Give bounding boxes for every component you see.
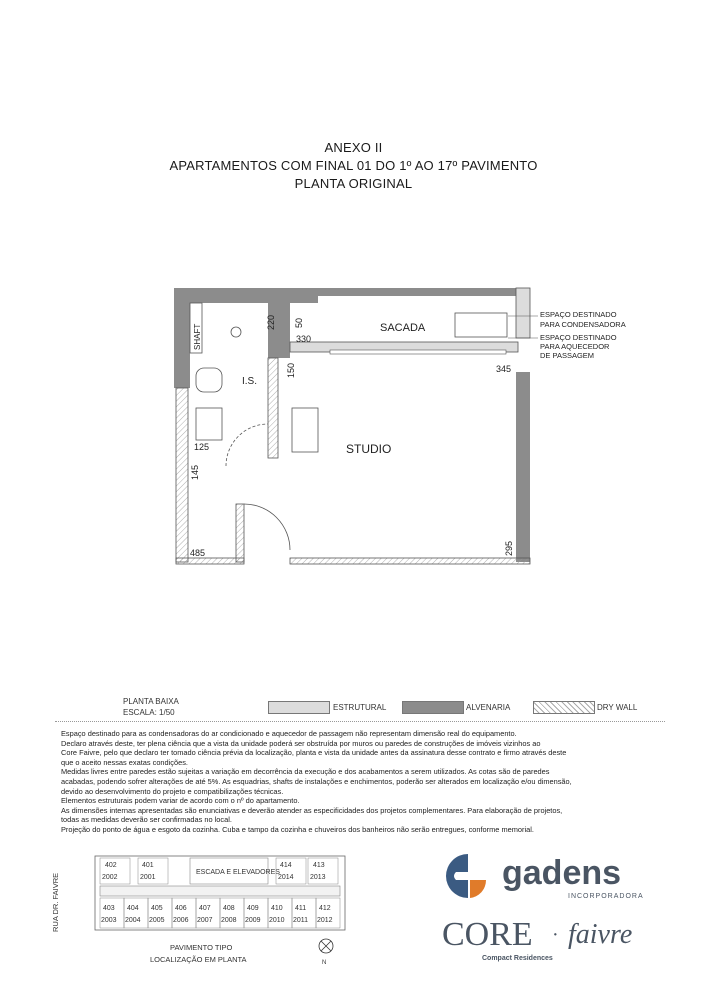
annex-title: ANEXO II [324, 140, 383, 155]
wall-right-upper [516, 288, 530, 338]
unit-number: 2014 [278, 874, 294, 881]
wall-right [516, 372, 530, 562]
unit-number: 2005 [149, 917, 165, 924]
condensadora-space [455, 313, 507, 337]
legend-estrutural-label: ESTRUTURAL [333, 703, 387, 712]
note-line: Medidas livres entre paredes estão sujeitas a variação em decorrência da execução e dos acabamentos a serem utilizados. As cotas são de paredes [61, 767, 550, 777]
gadens-wordmark: gadens [502, 854, 622, 892]
legend-estrutural-swatch [268, 701, 330, 714]
toilet [196, 368, 222, 392]
room-label-is: I.S. [242, 376, 258, 387]
shower-drain [231, 327, 241, 337]
unit-number: 2004 [125, 917, 141, 924]
north-label: N [322, 960, 327, 966]
core-faivre-logo [440, 905, 660, 965]
street-label: RUA DR. FAIVRE [51, 872, 60, 932]
logo-separator: · [552, 924, 559, 946]
unit-number: 2002 [102, 874, 118, 881]
entry-door [244, 504, 290, 550]
heat-note-1: ESPAÇO DESTINADO [540, 333, 617, 342]
unit-number: 411 [295, 905, 307, 912]
plan-type-title: PLANTA ORIGINAL [294, 176, 413, 191]
dim-220: 220 [266, 314, 276, 330]
drywall-bottom-right [290, 558, 530, 564]
legend-alvenaria-label: ALVENARIA [466, 703, 511, 712]
faivre-wordmark: faivre [568, 919, 633, 950]
gadens-mark-icon [446, 854, 468, 898]
dim-145: 145 [190, 464, 200, 480]
core-wordmark: CORE [442, 916, 533, 953]
dim-330: 330 [296, 334, 312, 344]
keyplan-caption-sub: LOCALIZAÇÃO EM PLANTA [150, 955, 247, 964]
unit-number: 401 [142, 862, 154, 869]
note-line: que o aceito nessas exatas condições. [61, 757, 188, 767]
core-label: ESCADA E ELEVADORES [196, 869, 280, 876]
room-label-sacada: SACADA [380, 322, 426, 334]
gadens-logo [440, 848, 660, 904]
legend-drywall-swatch [533, 701, 595, 714]
unit-number: 2013 [310, 874, 326, 881]
bottom-units [100, 898, 340, 928]
key-plan [40, 850, 350, 970]
unit-number: 2012 [317, 917, 333, 924]
note-line: devido ao desenvolvimento do projeto e compatibilizações técnicas. [61, 786, 284, 796]
unit-number: 413 [313, 862, 325, 869]
drywall-is [268, 358, 278, 458]
unit-number: 412 [319, 905, 331, 912]
note-line: Elementos estruturais podem variar de acordo com o nº do apartamento. [61, 796, 300, 806]
divider [55, 721, 665, 722]
note-line: Projeção do ponto de água e esgoto da cozinha. Cuba e tampo da cozinha e chuveiros dos banheiros não serão entregues, conforme memorial. [61, 824, 534, 834]
gadens-mark-accent-icon [470, 880, 486, 898]
core-subtitle: Compact Residences [482, 955, 553, 962]
plan-label: PLANTA BAIXA [123, 697, 179, 706]
unit-number: 2010 [269, 917, 285, 924]
dim-150: 150 [286, 362, 296, 378]
unit-number: 404 [127, 905, 139, 912]
room-label-shaft: SHAFT [193, 323, 202, 350]
unit-number: 408 [223, 905, 235, 912]
unit-number: 403 [103, 905, 115, 912]
unit-number: 407 [199, 905, 211, 912]
unit-number: 2011 [293, 917, 309, 924]
note-line: Core Faivre, pelo que declaro ter tomado ciência prévia da localização, planta e vista da unidade antes da assinatura desse contrato e firmo através deste [61, 748, 567, 758]
dim-485: 485 [190, 548, 206, 558]
wall-top-right [290, 288, 518, 296]
heat-note-3: DE PASSAGEM [540, 351, 595, 360]
floor-plan [150, 280, 650, 580]
keyplan-caption: PAVIMENTO TIPO [170, 943, 233, 952]
legend-drywall-label: DRY WALL [597, 703, 638, 712]
dim-295: 295 [504, 540, 514, 556]
unit-number: 2006 [173, 917, 189, 924]
unit-number: 410 [271, 905, 283, 912]
unit-number: 406 [175, 905, 187, 912]
scale-label: ESCALA: 1/50 [123, 708, 175, 717]
cond-note-1: ESPAÇO DESTINADO [540, 310, 617, 319]
unit-number: 405 [151, 905, 163, 912]
wall-left-upper [174, 288, 190, 388]
dim-345: 345 [496, 364, 512, 374]
apartment-range-title: APARTAMENTOS COM FINAL 01 DO 1º AO 17º PAVIMENTO [169, 158, 538, 173]
note-line: todas as medidas deverão ser confirmadas no local. [61, 815, 232, 825]
drywall-left [176, 388, 188, 562]
room-label-studio: STUDIO [346, 442, 392, 456]
sacada-window [330, 350, 506, 354]
unit-number: 409 [247, 905, 259, 912]
gadens-subtitle: INCORPORADORA [568, 893, 644, 900]
bathroom-sink [196, 408, 222, 440]
note-line: acabadas, podendo sofrer alterações de até 5%. As esquadrias, shafts de instalações e enchimentos, poderão ser alterados em localização e/ou dimensão, [61, 776, 572, 786]
note-line: Declaro através deste, ter plena ciência que a vista da unidade poderá ser obstruída por muros ou paredes de construções de imóveis vizinhos ao [61, 738, 541, 748]
dim-125: 125 [194, 442, 210, 452]
circulation-corridor [100, 886, 340, 896]
legend-alvenaria-swatch [402, 701, 464, 714]
disclaimer-notes [61, 729, 661, 835]
cond-note-2: PARA CONDENSADORA [540, 320, 626, 329]
unit-number: 414 [280, 862, 292, 869]
heat-note-2: PARA AQUECEDOR [540, 342, 610, 351]
unit-number: 402 [105, 862, 117, 869]
unit-number: 2007 [197, 917, 213, 924]
note-line: Espaço destinado para as condensadoras do ar condicionado e aquecedor de passagem não representam dimensão real do equipamento. [61, 729, 517, 738]
drywall-bottom-left [176, 558, 244, 564]
unit-number: 2008 [221, 917, 237, 924]
bathroom-door [226, 424, 268, 466]
kitchen-sink [292, 408, 318, 452]
note-line: As dimensões internas apresentadas são enunciativas e deverão atender as especificidades dos projetos complementares. Para elaboração de projetos, [61, 805, 563, 815]
dim-50: 50 [294, 317, 304, 328]
unit-number: 2001 [140, 874, 156, 881]
drywall-partition [236, 504, 244, 562]
unit-number: 2003 [101, 917, 117, 924]
unit-number: 2009 [245, 917, 261, 924]
